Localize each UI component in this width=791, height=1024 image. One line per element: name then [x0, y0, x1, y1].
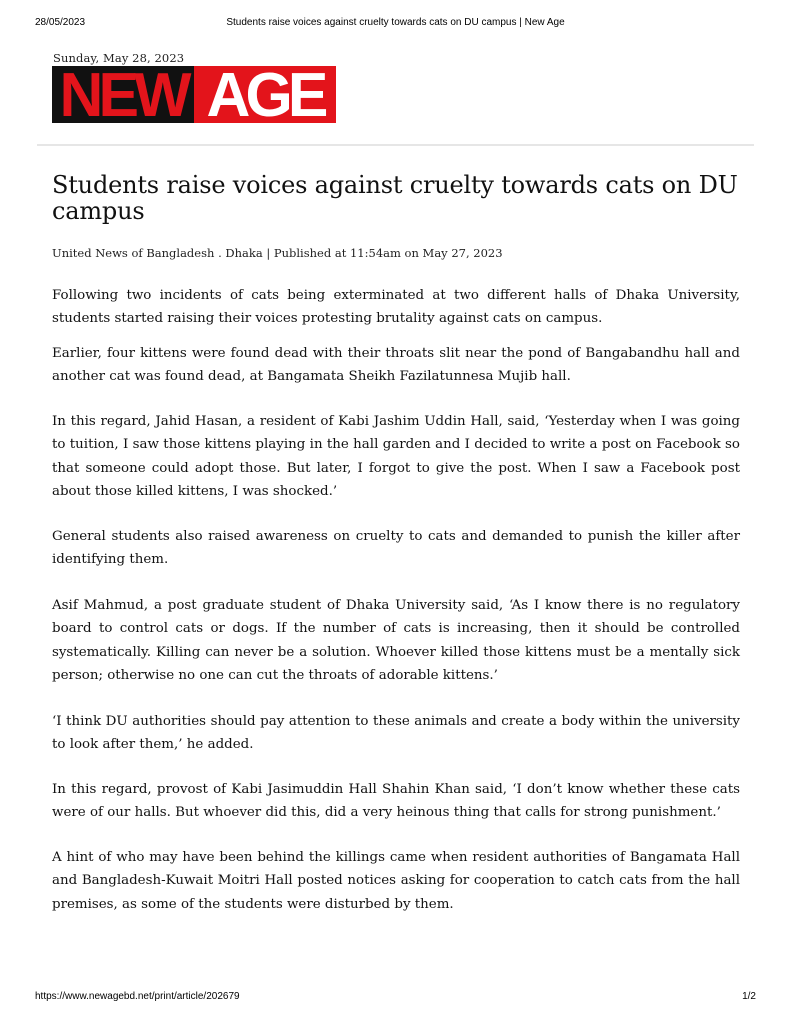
article-paragraph: In this regard, provost of Kabi Jasimuddin Hall Shahin Khan said, ‘I don’t know whether these cats were of our halls. But whoever did this, did a very heinous thing that calls for strong punishment.’	[52, 782, 740, 821]
logo-age-block	[194, 66, 336, 123]
print-footer	[0, 991, 791, 1005]
article-paragraph: General students also raised awareness on cruelty to cats and demanded to punish the killer after identifying them.	[52, 529, 740, 568]
article-paragraph: ‘I think DU authorities should pay attention to these animals and create a body within the university to look after them,’ he added.	[52, 714, 740, 753]
print-url[interactable]: https://www.newagebd.net/print/article/202679	[35, 991, 240, 1002]
print-header	[0, 17, 791, 31]
article-byline: United News of Bangladesh . Dhaka | Published at 11:54am on May 27, 2023	[52, 246, 503, 260]
print-document-title: Students raise voices against cruelty towards cats on DU campus | New Age	[226, 17, 565, 28]
masthead-divider	[37, 144, 754, 146]
article-paragraph: A hint of who may have been behind the killings came when resident authorities of Bangamata Hall and Bangladesh-Kuwait Moitri Hall posted notices asking for cooperation to catch cats from the hall premises, as some of the students were disturbed by them.	[52, 850, 740, 912]
print-page-number: 1/2	[742, 991, 756, 1002]
logo-age-text: AGE	[206, 66, 324, 123]
logo-new-block	[52, 66, 194, 123]
article-paragraph: Following two incidents of cats being exterminated at two different halls of Dhaka University, students started raising their voices protesting brutality against cats on campus.	[52, 288, 740, 327]
article-paragraph: In this regard, Jahid Hasan, a resident of Kabi Jashim Uddin Hall, said, ‘Yesterday when I was going to tuition, I saw those kittens playing in the hall garden and I decided to write a post on Facebook so that someone could adopt those. But later, I forgot to give the post. When I saw a Facebook post about those killed kittens, I was shocked.’	[52, 414, 740, 499]
article-headline: Students raise voices against cruelty towards cats on DU campus	[52, 171, 738, 225]
article-paragraph: Earlier, four kittens were found dead with their throats slit near the pond of Bangabandhu hall and another cat was found dead, at Bangamata Sheikh Fazilatunnesa Mujib hall.	[52, 346, 740, 385]
new-age-logo[interactable]	[52, 66, 336, 123]
logo-new-text: NEW	[59, 66, 187, 123]
masthead-dateline: Sunday, May 28, 2023	[53, 51, 185, 65]
article-paragraph: Asif Mahmud, a post graduate student of Dhaka University said, ‘As I know there is no regulatory board to control cats or dogs. If the number of cats is increasing, then it should be controlled systematically. Killing can never be a solution. Whoever killed those kittens must be a mentally sick person; otherwise no one can cut the throats of adorable kittens.’	[52, 598, 740, 683]
print-date: 28/05/2023	[35, 17, 86, 28]
